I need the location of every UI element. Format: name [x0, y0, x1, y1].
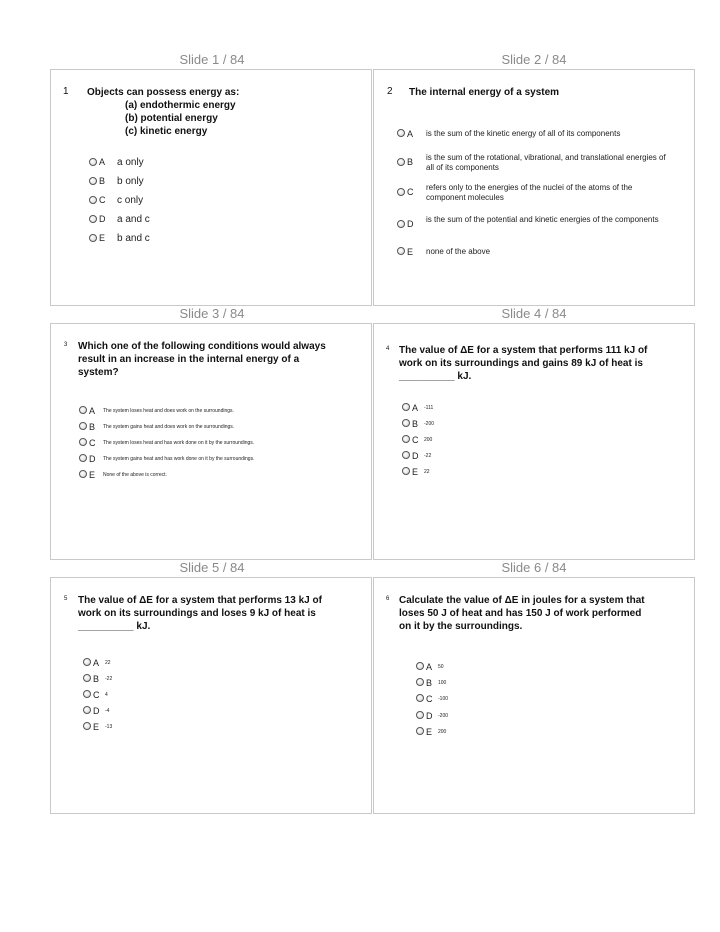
radio-button-icon[interactable]: [83, 674, 91, 682]
option-text: 200: [424, 437, 433, 443]
question-number: 2: [387, 86, 393, 97]
question-text: [87, 86, 239, 138]
option-letter: A: [89, 406, 96, 416]
option-letter: E: [407, 247, 414, 257]
option-letter: C: [426, 694, 433, 704]
radio-button-icon[interactable]: [89, 177, 97, 185]
option-letter: E: [426, 727, 433, 737]
option-text: 22: [424, 469, 430, 475]
slide-1: [50, 69, 372, 306]
slide-2-header: Slide 2 / 84: [501, 52, 567, 67]
option-letter: A: [99, 157, 106, 167]
slide-5-header: Slide 5 / 84: [179, 560, 245, 575]
answer-option-e[interactable]: [79, 470, 167, 480]
answer-option-d[interactable]: [79, 454, 254, 464]
radio-button-icon[interactable]: [402, 403, 410, 411]
option-letter: E: [93, 722, 100, 732]
answer-option-c[interactable]: [416, 694, 448, 704]
question-text: [78, 340, 326, 379]
radio-button-icon[interactable]: [83, 706, 91, 714]
answer-option-e[interactable]: [83, 722, 112, 732]
question-line: work on its surroundings and gains 89 kJ of heat is: [399, 358, 643, 369]
radio-button-icon[interactable]: [397, 220, 405, 228]
radio-button-icon[interactable]: [402, 419, 410, 427]
option-letter: B: [89, 422, 96, 432]
radio-button-icon[interactable]: [83, 722, 91, 730]
option-letter: C: [99, 195, 106, 205]
question-line: result in an increase in the internal energy of a: [78, 354, 300, 365]
option-letter: D: [426, 711, 433, 721]
option-letter: B: [407, 157, 414, 167]
question-number: 6: [386, 596, 390, 602]
option-letter: A: [407, 129, 414, 139]
question-number: 3: [64, 342, 68, 348]
radio-button-icon[interactable]: [397, 188, 405, 196]
option-letter: A: [426, 662, 433, 672]
option-text: 22: [105, 660, 111, 666]
radio-button-icon[interactable]: [89, 196, 97, 204]
answer-option-b[interactable]: [79, 422, 234, 432]
option-text: 100: [438, 680, 447, 686]
answer-option-a[interactable]: [402, 403, 433, 413]
answer-option-b[interactable]: [83, 674, 112, 684]
question-text: The internal energy of a system: [409, 87, 560, 98]
option-text: -22: [105, 676, 113, 682]
question-line: The value of ΔE for a system that performs 111 kJ of: [399, 345, 648, 356]
option-letter: D: [99, 214, 106, 224]
answer-option-d[interactable]: [89, 214, 150, 225]
question-line: Objects can possess energy as:: [87, 87, 240, 98]
question-line: on it by the surroundings.: [399, 621, 523, 632]
question-line: loses 50 J of heat and has 150 J of work performed: [399, 608, 642, 619]
question-number: 5: [64, 596, 68, 602]
answer-option-e[interactable]: [402, 467, 430, 477]
answer-option-d[interactable]: [402, 451, 431, 461]
radio-button-icon[interactable]: [416, 727, 424, 735]
option-letter: E: [412, 467, 419, 477]
answer-option-c[interactable]: [79, 438, 254, 448]
option-text: -200: [438, 713, 449, 719]
option-letter: B: [412, 419, 419, 429]
answer-option-a[interactable]: [79, 406, 234, 416]
slide-4: [373, 323, 695, 560]
option-letter: D: [89, 454, 96, 464]
question-line: system?: [78, 367, 119, 378]
option-text: b only: [117, 176, 144, 187]
option-letter: D: [412, 451, 419, 461]
answer-option-b[interactable]: [402, 419, 434, 429]
option-text: None of the above is correct.: [103, 472, 167, 478]
option-text: -111: [424, 405, 434, 411]
question-number: 4: [386, 346, 390, 352]
radio-button-icon[interactable]: [79, 470, 87, 478]
option-letter: D: [407, 219, 414, 229]
question-line: (b) potential energy: [125, 113, 218, 124]
answer-option-b[interactable]: [89, 176, 144, 187]
answer-option-c[interactable]: [397, 183, 666, 203]
question-line: Which one of the following conditions would always: [78, 341, 326, 352]
radio-button-icon[interactable]: [416, 678, 424, 686]
option-text: b and c: [117, 233, 150, 244]
answer-option-a[interactable]: [416, 662, 444, 672]
option-text: -13: [105, 724, 113, 730]
option-letter: C: [89, 438, 96, 448]
radio-button-icon[interactable]: [397, 158, 405, 166]
option-text: is the sum of the kinetic energy of all of its components: [426, 129, 621, 138]
slide-1-header: Slide 1 / 84: [179, 52, 245, 67]
option-text: -4: [105, 708, 110, 714]
answer-option-b[interactable]: [397, 153, 666, 173]
question-text: [78, 594, 322, 633]
option-text: a and c: [117, 214, 150, 225]
radio-button-icon[interactable]: [79, 438, 87, 446]
option-letter: A: [93, 658, 100, 668]
radio-button-icon[interactable]: [402, 451, 410, 459]
slide-2: [373, 69, 695, 306]
option-letter: B: [99, 176, 106, 186]
radio-button-icon[interactable]: [397, 129, 405, 137]
option-text: 200: [438, 729, 447, 735]
option-letter: E: [89, 470, 96, 480]
option-text: -200: [424, 421, 435, 427]
option-letter: B: [426, 678, 433, 688]
option-letter: A: [412, 403, 419, 413]
option-letter: C: [407, 187, 414, 197]
option-letter: C: [93, 690, 100, 700]
option-text: 50: [438, 664, 444, 670]
question-number: 1: [63, 86, 69, 97]
question-line: __________ kJ.: [78, 621, 151, 632]
answer-option-b[interactable]: [416, 678, 446, 688]
slide-6: [373, 577, 695, 814]
option-letter: B: [93, 674, 100, 684]
answer-option-c[interactable]: [402, 435, 432, 445]
question-line: work on its surroundings and loses 9 kJ of heat is: [78, 608, 316, 619]
answer-option-d[interactable]: [397, 215, 666, 229]
option-text: is the sum of the potential and kinetic energies of the components: [426, 215, 659, 224]
answer-option-c[interactable]: [89, 195, 143, 206]
question-line: __________ kJ.: [399, 371, 472, 382]
radio-button-icon[interactable]: [79, 406, 87, 414]
radio-button-icon[interactable]: [79, 454, 87, 462]
option-text: The system loses heat and has work done on it by the surroundings.: [103, 440, 255, 446]
option-text: 4: [105, 692, 108, 698]
option-text: The system gains heat and has work done on it by the surroundings.: [103, 456, 255, 462]
radio-button-icon[interactable]: [83, 690, 91, 698]
radio-button-icon[interactable]: [402, 435, 410, 443]
answer-option-d[interactable]: [416, 711, 448, 721]
option-text: c only: [117, 195, 144, 206]
answer-option-d[interactable]: [83, 706, 109, 716]
slide-4-header: Slide 4 / 84: [501, 306, 567, 321]
option-text: none of the above: [426, 247, 491, 256]
answer-option-a[interactable]: [397, 129, 666, 139]
option-text: -100: [438, 696, 449, 702]
answer-option-e[interactable]: [397, 247, 666, 257]
option-letter: D: [93, 706, 100, 716]
radio-button-icon[interactable]: [416, 694, 424, 702]
option-text: The system loses heat and does work on the surroundings.: [103, 408, 234, 414]
option-text: refers only to the energies of the nuclei of the atoms of the component molecules: [426, 183, 633, 202]
answer-option-a[interactable]: [83, 658, 111, 668]
answer-option-e[interactable]: [416, 727, 446, 737]
answer-option-a[interactable]: [89, 157, 144, 168]
option-text: -22: [424, 453, 432, 459]
question-text: [399, 344, 647, 383]
slide-3-header: Slide 3 / 84: [179, 306, 245, 321]
question-line: Calculate the value of ΔE in joules for a system that: [399, 595, 645, 606]
option-letter: C: [412, 435, 419, 445]
radio-button-icon[interactable]: [416, 662, 424, 670]
slide-6-header: Slide 6 / 84: [501, 560, 567, 575]
question-line: (c) kinetic energy: [125, 126, 208, 137]
radio-button-icon[interactable]: [416, 711, 424, 719]
answer-option-c[interactable]: [83, 690, 108, 700]
option-text: a only: [117, 157, 144, 168]
radio-button-icon[interactable]: [89, 158, 97, 166]
radio-button-icon[interactable]: [397, 247, 405, 255]
slide-3: [50, 323, 372, 560]
question-line: (a) endothermic energy: [125, 100, 236, 111]
question-text: [399, 594, 645, 633]
question-line: The value of ΔE for a system that performs 13 kJ of: [78, 595, 322, 606]
radio-button-icon[interactable]: [79, 422, 87, 430]
answer-option-e[interactable]: [89, 233, 150, 244]
option-text: The system gains heat and does work on the surroundings.: [103, 424, 235, 430]
slide-5: [50, 577, 372, 814]
radio-button-icon[interactable]: [89, 234, 97, 242]
option-text: is the sum of the rotational, vibrational, and translational energies of all of its components: [426, 153, 666, 172]
radio-button-icon[interactable]: [83, 658, 91, 666]
option-letter: E: [99, 233, 106, 243]
radio-button-icon[interactable]: [402, 467, 410, 475]
radio-button-icon[interactable]: [89, 215, 97, 223]
